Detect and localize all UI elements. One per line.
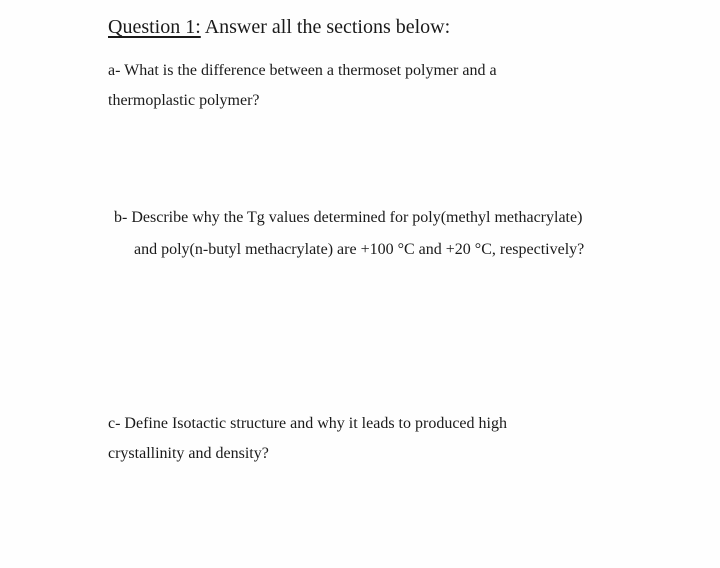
question-instruction: Answer all the sections below:: [204, 16, 451, 38]
section-a-line-2: thermoplastic polymer?: [108, 92, 260, 109]
section-a-line-1: a- What is the difference between a thermoset polymer and a: [108, 62, 497, 79]
question-heading: [108, 14, 450, 40]
section-c-line-2: crystallinity and density?: [108, 445, 269, 462]
question-number: Question 1:: [108, 16, 201, 38]
section-c-line-1: c- Define Isotactic structure and why it leads to produced high: [108, 415, 507, 432]
section-b-line-1: b- Describe why the Tg values determined for poly(methyl methacrylate): [114, 209, 583, 226]
section-b-line-2: and poly(n-butyl methacrylate) are +100 °C and +20 °C, respectively?: [134, 241, 585, 258]
